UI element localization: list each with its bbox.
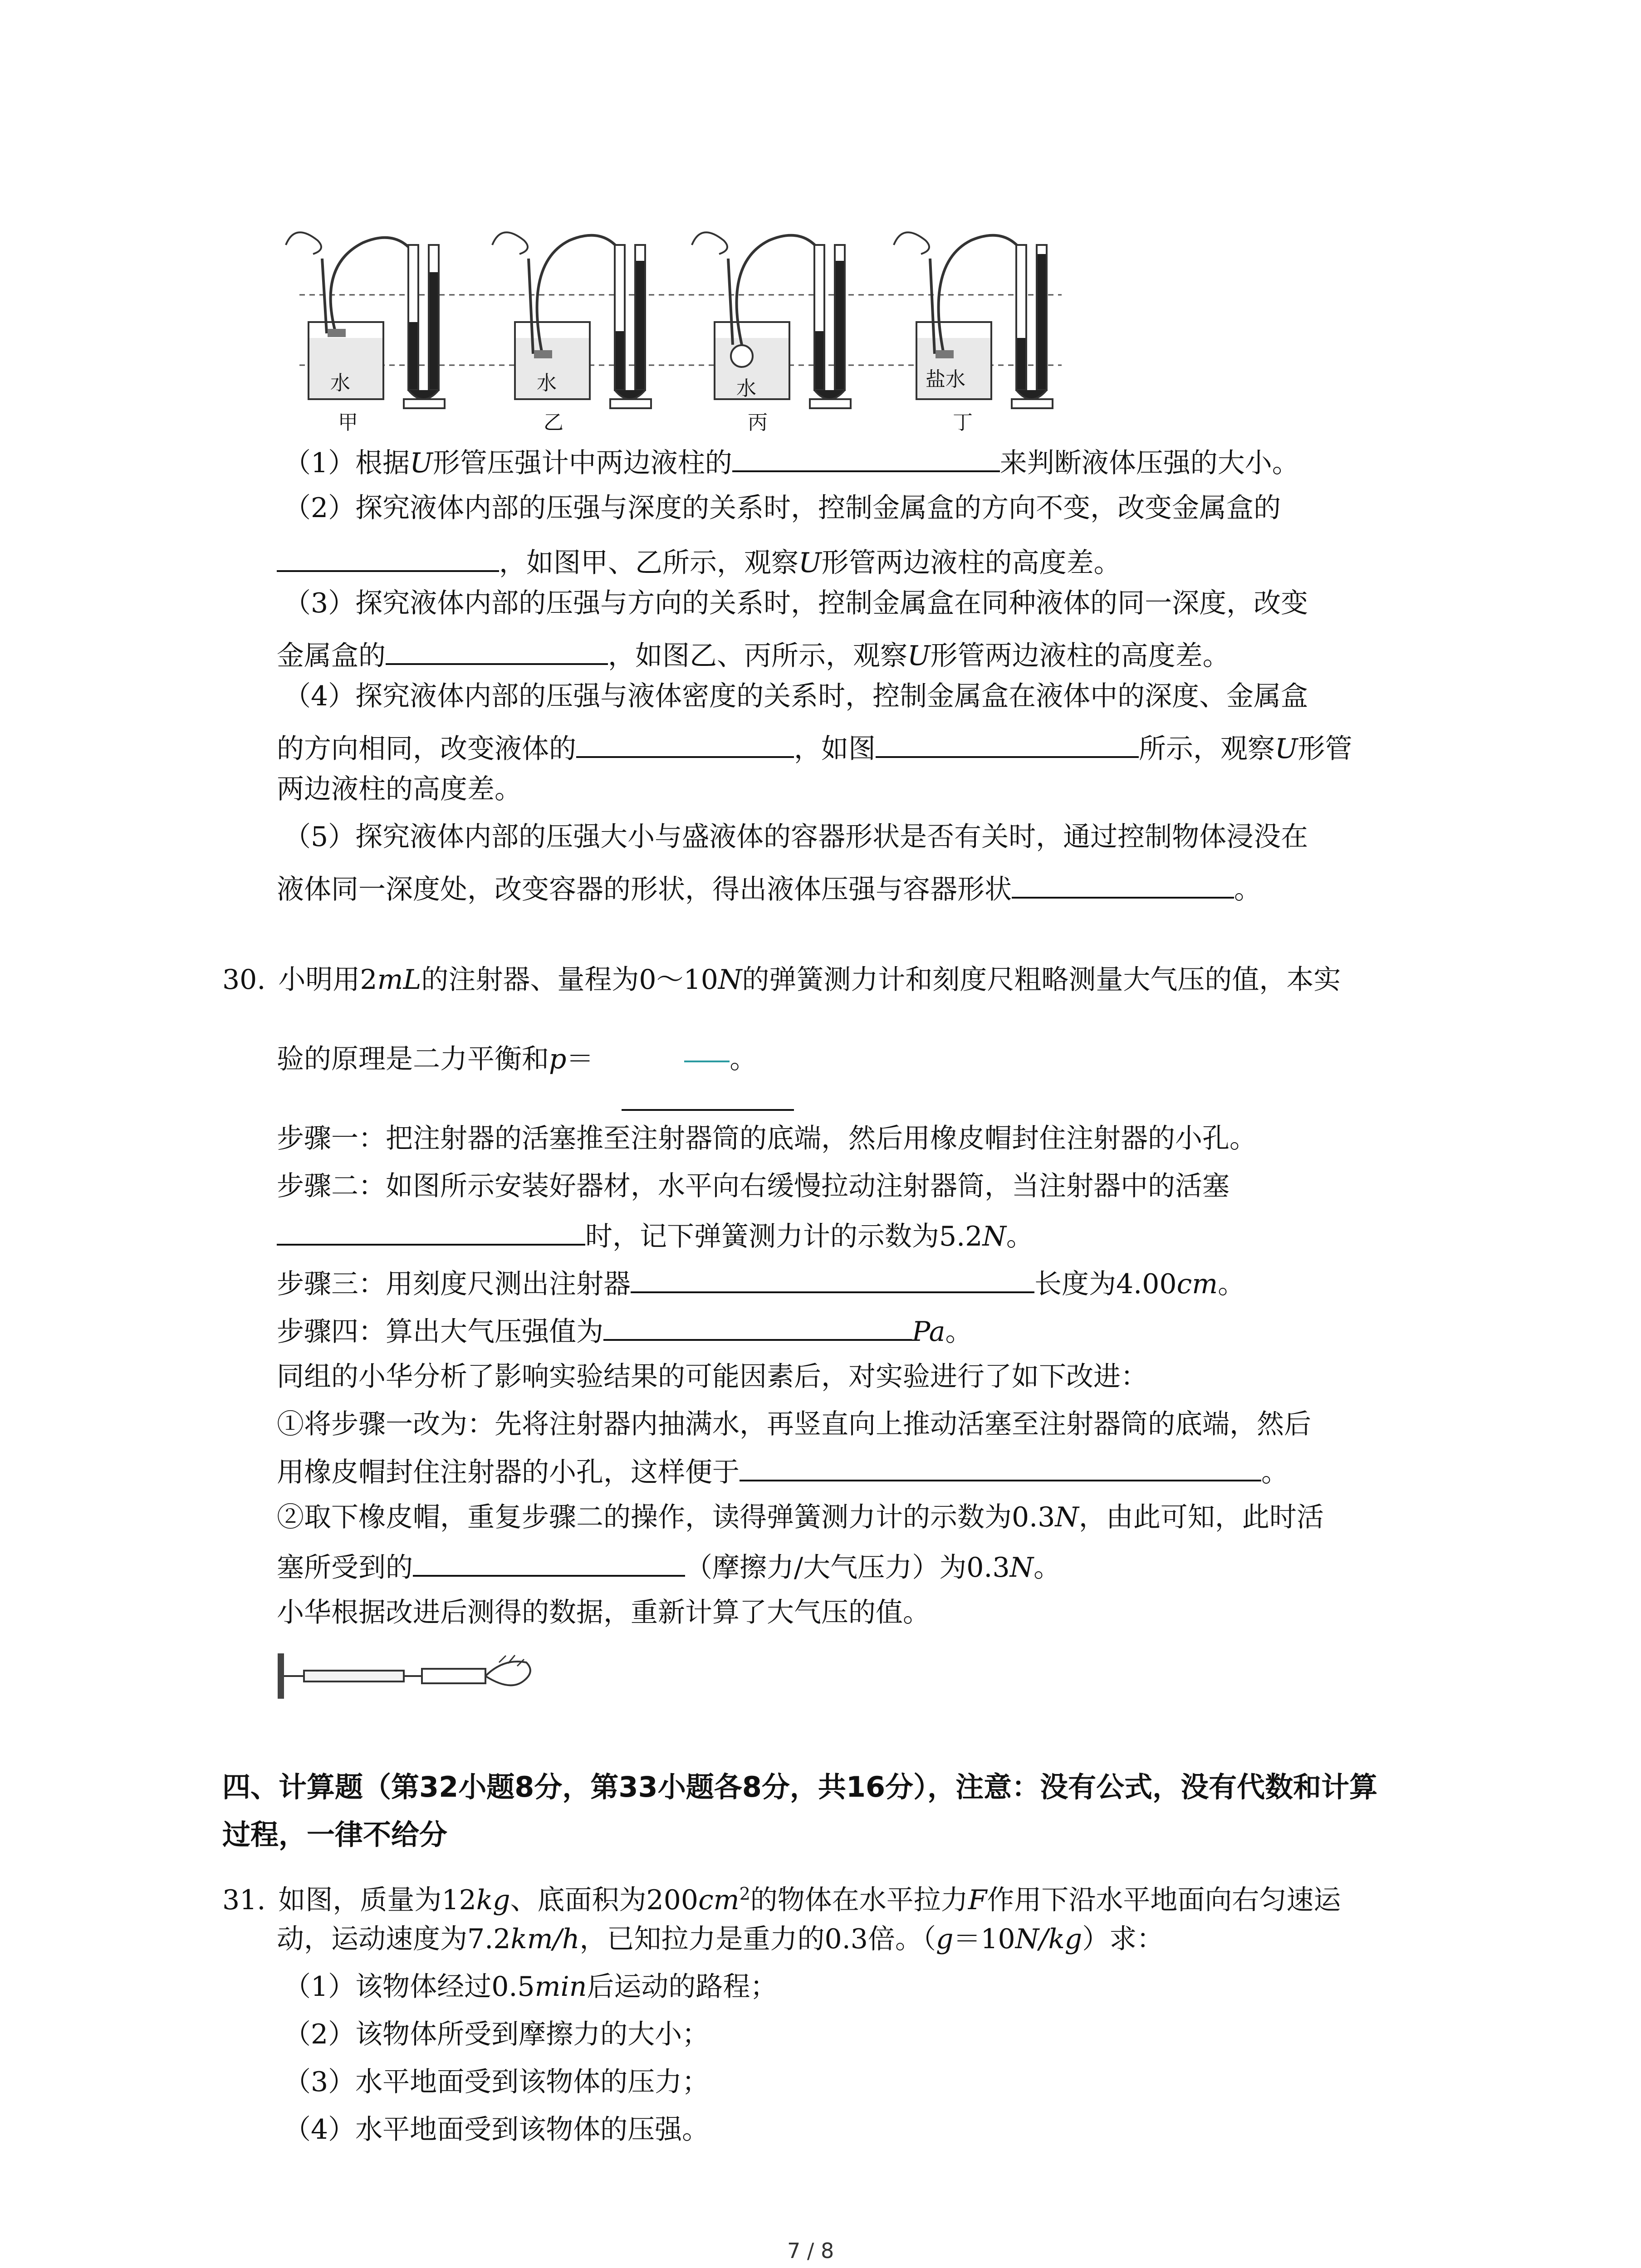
answer-blank[interactable]	[576, 728, 794, 758]
q29-part5-line1: （5）探究液体内部的压强大小与盛液体的容器形状是否有关时，通过控制物体浸没在	[284, 821, 1308, 853]
answer-blank[interactable]	[277, 1216, 585, 1246]
q30-improve1-line1: ①将步骤一改为：先将注射器内抽满水，再竖直向上推动活塞至注射器筒的底端，然后	[277, 1408, 1311, 1440]
q29-part2-line2: ，如图甲、乙所示，观察U形管两边液柱的高度差。	[277, 542, 1121, 581]
section4-heading-line2: 过程，一律不给分	[222, 1818, 448, 1851]
beaker-label-jia: 水	[330, 371, 350, 395]
q30-improve-intro: 同组的小华分析了影响实验结果的可能因素后，对实验进行了如下改进：	[277, 1361, 1148, 1393]
q29-part3-line1: （3）探究液体内部的压强与方向的关系时，控制金属盒在同种液体的同一深度，改变	[284, 587, 1308, 619]
page-number: 7 / 8	[787, 2239, 834, 2263]
answer-blank[interactable]	[622, 1109, 794, 1111]
answer-blank[interactable]	[413, 1547, 685, 1577]
manometer-ding	[894, 232, 1053, 408]
beaker-label-yi: 水	[537, 371, 557, 395]
answer-blank[interactable]	[732, 442, 1000, 472]
q31-sub4: （4）水平地面受到该物体的压强。	[284, 2114, 710, 2146]
manometer-jia	[286, 232, 445, 408]
section4-heading-line1: 四、计算题（第32小题8分，第33小题各8分，共16分），注意：没有公式，没有代数和计算	[222, 1770, 1378, 1804]
q29-part5-line2: 液体同一深度处，改变容器的形状，得出液体压强与容器形状 。	[277, 869, 1261, 908]
q29-part2-line1: （2）探究液体内部的压强与深度的关系时，控制金属盒的方向不变，改变金属盒的	[284, 492, 1281, 524]
manometer-yi	[492, 232, 651, 408]
beaker-label-bing: 水	[736, 377, 756, 400]
beaker-label-ding: 盐水	[926, 368, 965, 391]
q29-part3-line2: 金属盒的 ，如图乙、丙所示，观察U形管两边液柱的高度差。	[277, 635, 1230, 674]
q31-sub3: （3）水平地面受到该物体的压力；	[284, 2066, 710, 2098]
q30-improve1-line2: 用橡皮帽封住注射器的小孔，这样便于 。	[277, 1452, 1288, 1491]
figure-label-bing: 丙	[748, 411, 768, 434]
figure-label-yi: 乙	[544, 411, 563, 434]
q30-conclusion: 小华根据改进后测得的数据，重新计算了大气压的值。	[277, 1597, 930, 1628]
q30-step3: 步骤三：用刻度尺测出注射器 长度为4.00cm。	[277, 1263, 1245, 1302]
q31-sub2: （2）该物体所受到摩擦力的大小；	[284, 2019, 710, 2050]
q29-part4-line3: 两边液柱的高度差。	[277, 773, 522, 805]
q30-step1: 步骤一：把注射器的活塞推至注射器筒的底端，然后用橡皮帽封住注射器的小孔。	[277, 1123, 1257, 1154]
q30-step2-line2: 时，记下弹簧测力计的示数为5.2N。	[277, 1216, 1034, 1255]
q29-part1: （1）根据U形管压强计中两边液柱的 来判断液体压强的大小。	[284, 442, 1299, 481]
figure-label-jia: 甲	[338, 411, 358, 434]
answer-blank[interactable]	[876, 728, 1139, 758]
q30-step2-line1: 步骤二：如图所示安装好器材，水平向右缓慢拉动注射器筒，当注射器中的活塞	[277, 1170, 1230, 1202]
answer-blank[interactable]	[603, 1311, 912, 1341]
q30-stem-line2: 验的原理是二力平衡和p＝ 。	[277, 1043, 757, 1075]
q29-part4-line2: 的方向相同，改变液体的 ，如图 所示，观察U形管	[277, 728, 1352, 767]
q30-stem-line1: 30. 小明用2mL的注射器、量程为0～10N的弹簧测力计和刻度尺粗略测量大气压的值，本实	[222, 964, 1341, 996]
answer-blank[interactable]	[1012, 869, 1234, 899]
answer-blank[interactable]	[386, 635, 608, 665]
q29-part4-line1: （4）探究液体内部的压强与液体密度的关系时，控制金属盒在液体中的深度、金属盒	[284, 680, 1308, 712]
answer-blank[interactable]	[631, 1263, 1034, 1293]
answer-blank[interactable]	[740, 1452, 1261, 1481]
q30-step4: 步骤四：算出大气压强值为 Pa。	[277, 1311, 972, 1350]
syringe-figure	[272, 1649, 535, 1703]
answer-blank[interactable]	[277, 542, 499, 572]
q30-improve2-line1: ②取下橡皮帽，重复步骤二的操作，读得弹簧测力计的示数为0.3N，由此可知，此时活	[277, 1501, 1324, 1533]
q31-stem-line1: 31. 如图，质量为12kg、底面积为$200cm^2$的物体在水平拉力F作用下沿水平地面向右匀速运	[222, 1884, 1341, 1916]
manometer-bing	[692, 232, 851, 408]
manometer-figure	[272, 218, 1071, 435]
figure-label-ding: 丁	[953, 411, 973, 434]
q31-stem-line2: 动，运动速度为7.2km/h，已知拉力是重力的0.3倍。（g＝10N/kg）求：	[277, 1923, 1164, 1955]
fraction-bar	[684, 1061, 730, 1062]
q30-improve2-line2: 塞所受到的 （摩擦力/大气压力）为0.3N。	[277, 1547, 1061, 1586]
q31-sub1: （1）该物体经过0.5min后运动的路程；	[284, 1971, 778, 2003]
